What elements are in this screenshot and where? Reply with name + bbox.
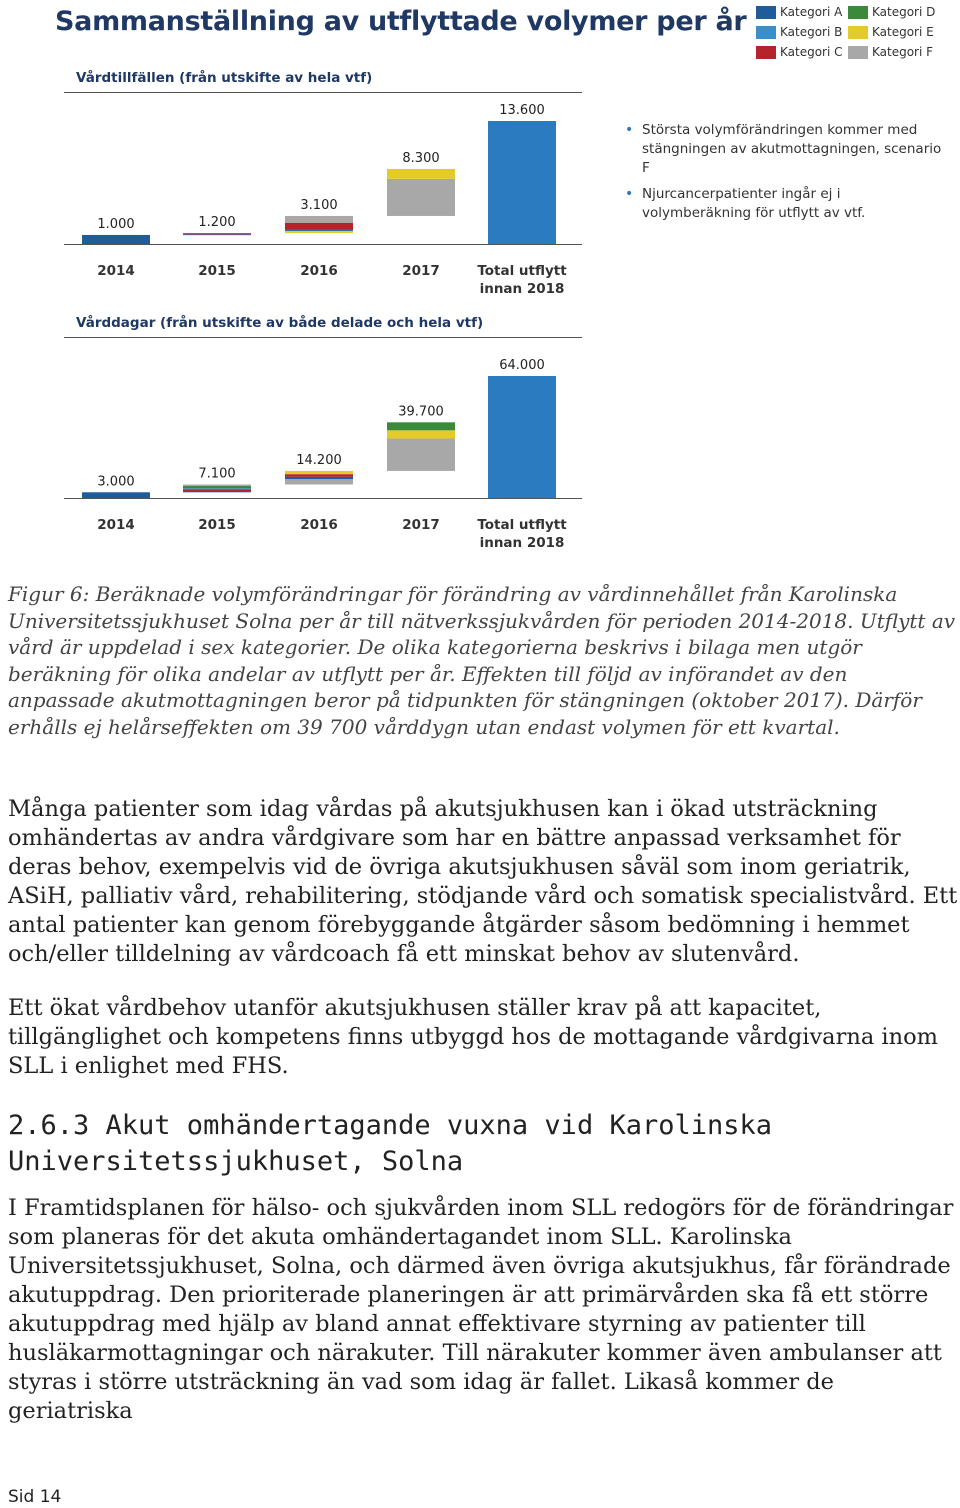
page-number: Sid 14 — [8, 1487, 62, 1507]
tick-label: 2017 — [402, 263, 440, 279]
bar-segment — [387, 439, 455, 471]
legend-item — [848, 4, 935, 20]
data-label: 1.200 — [198, 215, 236, 231]
data-label: 7.100 — [198, 466, 236, 482]
legend-label: Kategori D — [872, 5, 936, 19]
bar-segment — [82, 492, 150, 498]
chart-title-varddagar: Vårddagar (från utskifte av både delade och hela vtf) — [76, 315, 484, 331]
tick-label: 2015 — [198, 517, 236, 533]
tick-label: 2014 — [97, 263, 135, 279]
legend-label: Kategori A — [780, 5, 843, 19]
bar-segment — [285, 479, 353, 484]
bar-segment — [183, 484, 251, 485]
bullet-icon: • — [625, 186, 634, 202]
tick-label: 2015 — [198, 263, 236, 279]
bullet-icon: • — [625, 122, 634, 138]
tick-label: Total utflytt — [477, 517, 567, 533]
legend-label: Kategori E — [872, 25, 934, 39]
legend-item — [756, 4, 842, 20]
legend-swatch — [848, 26, 868, 39]
bar-segment — [183, 486, 251, 488]
figure-caption: Figur 6: Beräknade volymförändringar för förändring av vårdinnehållet från Karolinska Universitetssjukhuset Solna per år till nätverkssjukvården för perioden 2014-2018. Utflytt av vård är uppdelad i sex kategorier. De olika kategorierna beskrivs i bilaga men utgör beräkning för olika andelar av utflytt per år. Effekten till följd av införandet av den anpassade akutmottagningen beror på tidpunkten för stängningen (oktober 2017). Därför erhålls ej helårseffekten om 39 700 vårddygn utan endast volymen för ett kvartal. — [8, 582, 956, 739]
tick-label: innan 2018 — [479, 281, 565, 297]
legend-item — [848, 44, 933, 60]
data-label: 14.200 — [296, 452, 342, 468]
legend-label: Kategori F — [872, 45, 934, 59]
figure-title: Sammanställning av utflyttade volymer per år — [55, 6, 747, 37]
figure-notes — [624, 121, 944, 230]
legend-swatch — [756, 26, 776, 39]
tick-label: innan 2018 — [479, 535, 565, 551]
data-label: 3.100 — [300, 197, 338, 213]
data-label: 13.600 — [499, 103, 545, 118]
section-heading: 2.6.3 Akut omhändertagande vuxna vid Karolinska Universitetssjukhuset, Solna — [8, 1110, 773, 1177]
chart-title-vardtillfallen: Vårdtillfällen (från utskifte av hela vtf) — [76, 70, 373, 86]
note-text: Njurcancerpatienter ingår ej i volymberäkning för utflytt av vtf. — [642, 186, 866, 221]
legend-label: Kategori C — [780, 45, 843, 59]
bar-segment — [183, 488, 251, 489]
tick-label: 2016 — [300, 517, 338, 533]
tick-label: 2017 — [402, 517, 440, 533]
bar-segment — [285, 471, 353, 474]
bar-segment — [183, 489, 251, 491]
note-text: Största volymförändringen kommer med stängningen av akutmottagningen, scenario F — [642, 122, 942, 176]
bar-segment — [488, 376, 556, 498]
legend-label: Kategori B — [780, 25, 843, 39]
data-label: 8.300 — [402, 150, 440, 166]
section-paragraph: I Framtidsplanen för hälso- och sjukvården inom SLL redogörs för de förändringar som planeras för det akuta omhändertagandet inom SLL. Karolinska Universitetssjukhuset, Solna, och därmed även övriga akutsjukhus, får förändrade akutuppdrag. Den prioriterade planeringen är att primärvården ska få ett större akutuppdrag med hjälp av bland annat effektivare styrning av patienter till husläkarmottagningar och närakuter. Till närakuter kommer även ambulanser att styras i större utsträckning än vad som idag är fallet. Likaså kommer de geriatriska — [8, 1195, 954, 1424]
legend-item — [848, 24, 934, 40]
bar-segment — [285, 474, 353, 477]
note-item — [624, 185, 944, 223]
body-paragraph: Ett ökat vårdbehov utanför akutsjukhusen ställer krav på att kapacitet, tillgänglighet och kompetens finns utbyggd hos de mottagande vårdgivarna inom SLL i enlighet med FHS. — [8, 995, 938, 1079]
chart-legend — [756, 4, 956, 64]
data-label: 1.000 — [97, 216, 135, 232]
body-paragraph: Många patienter som idag vårdas på akutsjukhusen kan i ökad utsträckning omhändertas av andra vårdgivare som har en bättre anpassad verksamhet för deras behov, exempelvis vid de övriga akutsjukhusen såväl som inom geriatrik, ASiH, palliativ vård, rehabilitering, stödjande vård och somatisk specialistvård. Ett antal patienter kan genom förebyggande åtgärder såsom bedömning i hemmet och/eller tilldelning av vårdcoach få ett minskat behov av slutenvård. — [8, 796, 958, 967]
data-label: 3.000 — [97, 474, 135, 490]
tick-label: Total utflytt — [477, 263, 567, 279]
bar-segment — [387, 430, 455, 438]
note-item — [624, 121, 944, 178]
legend-item — [756, 44, 843, 60]
bar-segment — [183, 492, 251, 493]
data-label: 39.700 — [398, 404, 444, 420]
tick-label: 2014 — [97, 517, 135, 533]
tick-label: 2016 — [300, 263, 338, 279]
bar-segment — [387, 422, 455, 430]
legend-swatch — [848, 46, 868, 59]
chart-varddagar — [0, 0, 600, 560]
data-label: 64.000 — [499, 358, 545, 373]
legend-swatch — [756, 46, 776, 59]
legend-swatch — [756, 6, 776, 19]
legend-item — [756, 24, 842, 40]
legend-swatch — [848, 6, 868, 19]
bar-segment — [285, 477, 353, 479]
